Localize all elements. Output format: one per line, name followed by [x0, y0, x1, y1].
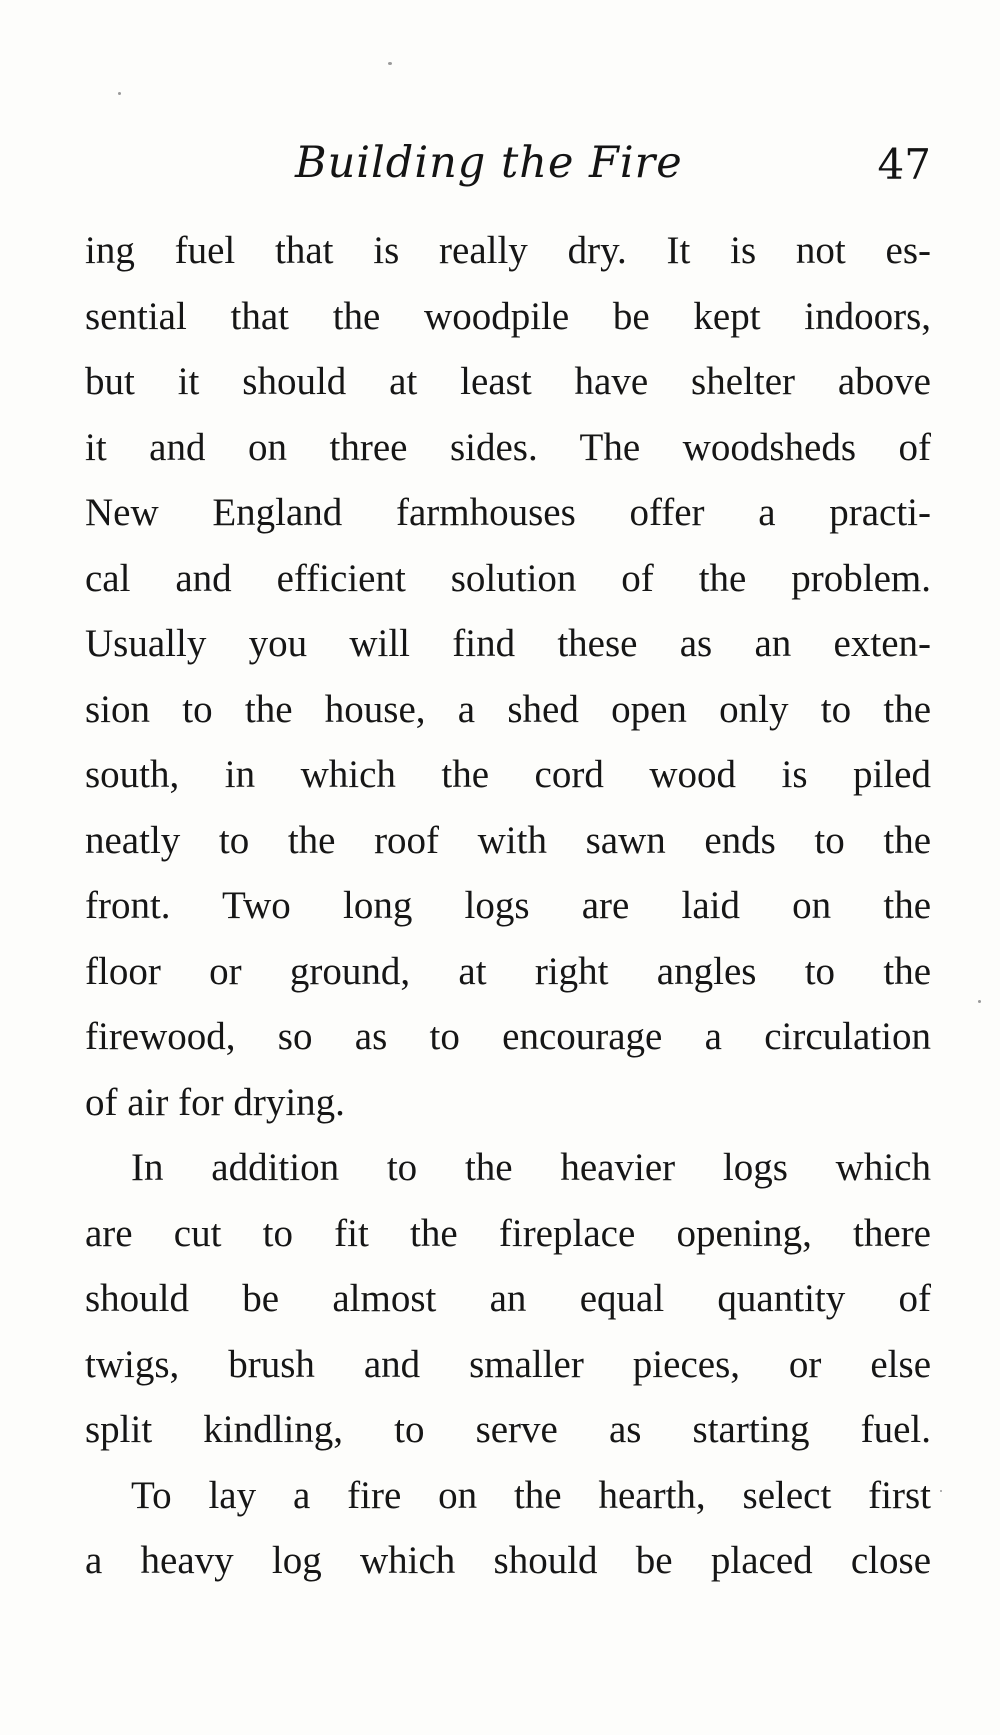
text-line: sential that the woodpile be kept indoors, — [85, 294, 931, 338]
text-line: south, in which the cord wood is piled — [85, 753, 931, 796]
text-line: of air for drying. — [85, 1080, 345, 1124]
text-line: floor or ground, at right angles to the — [85, 949, 931, 993]
text-line: should be almost an equal quantity of — [85, 1277, 931, 1320]
text-line: ing fuel that is really dry. It is not es- — [85, 229, 931, 272]
running-head — [85, 138, 931, 208]
paragraph — [85, 218, 931, 1135]
text-line: cal and efficient solution of the problem. — [85, 556, 931, 600]
text-line: split kindling, to serve as starting fuel. — [85, 1408, 931, 1451]
text-line: sion to the house, a shed open only to the — [85, 687, 931, 731]
paper-speck — [388, 62, 392, 65]
text-line: New England farmhouses offer a practi- — [85, 491, 931, 534]
text-line: To lay a fire on the hearth, select first — [131, 1473, 931, 1517]
paragraph — [85, 1135, 931, 1463]
text-line: a heavy log which should be placed close — [85, 1539, 931, 1582]
paragraph — [85, 1463, 931, 1594]
paper-speck — [118, 92, 121, 95]
body-text — [85, 218, 931, 1594]
text-line: front. Two long logs are laid on the — [85, 884, 931, 927]
text-line: but it should at least have shelter above — [85, 360, 931, 403]
paper-speck — [978, 1000, 981, 1003]
paper-speck — [940, 1490, 942, 1492]
text-line: are cut to fit the fireplace opening, there — [85, 1211, 931, 1255]
text-line: twigs, brush and smaller pieces, or else — [85, 1342, 931, 1386]
text-line: Usually you will find these as an exten- — [85, 622, 931, 665]
text-line: firewood, so as to encourage a circulation — [85, 1015, 931, 1058]
text-line: it and on three sides. The woodsheds of — [85, 425, 931, 469]
text-line: In addition to the heavier logs which — [131, 1146, 931, 1189]
page-number: 47 — [877, 140, 931, 189]
text-line: neatly to the roof with sawn ends to the — [85, 818, 931, 862]
running-head-title: Building the Fire — [295, 138, 683, 188]
